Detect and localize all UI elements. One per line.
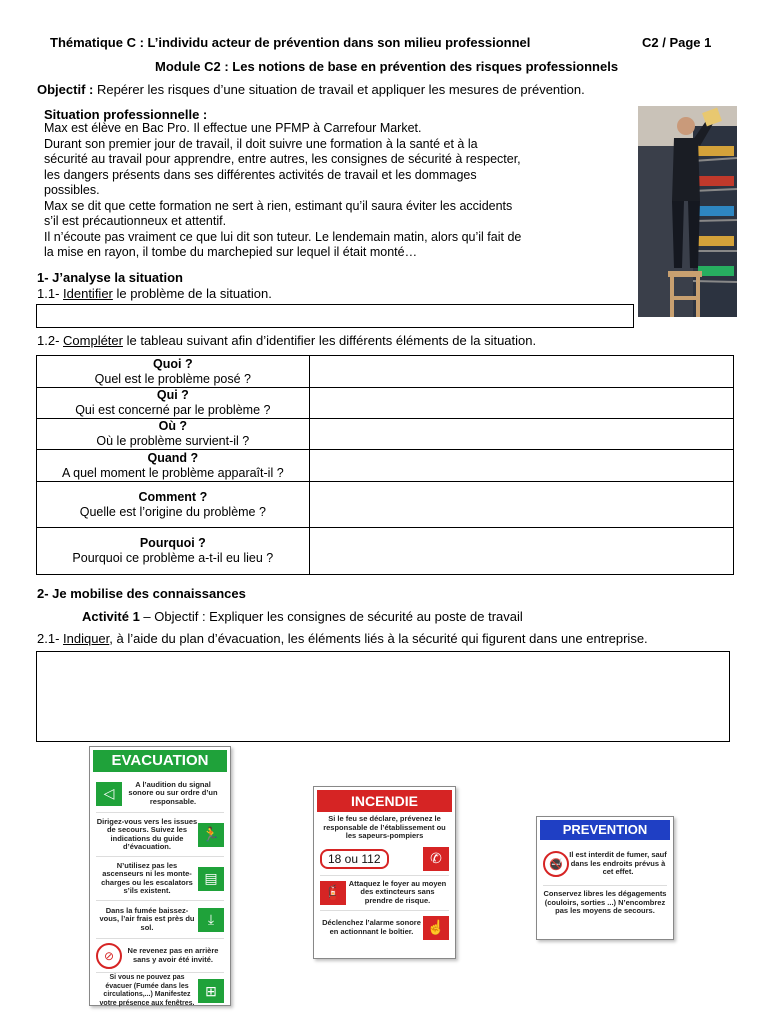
answer-box-1-1[interactable] xyxy=(36,304,634,328)
row-heading: Pourquoi ? xyxy=(139,536,206,550)
poster-row xyxy=(96,901,224,939)
page-number: C2 / Page 1 xyxy=(642,35,712,50)
poster-row-text: Déclenchez l’alarme sonore en actionnant le boîtier. xyxy=(322,918,421,936)
poster-row-text: Il est interdit de fumer, sauf dans les endroits prévus à cet effet. xyxy=(569,850,667,877)
question-verb: Identifier xyxy=(63,286,113,301)
question-verb: Indiquer xyxy=(63,631,110,646)
question-verb: Compléter xyxy=(63,333,123,348)
question-number: 1.2- xyxy=(37,333,64,348)
fire-alarm-icon: ☝ xyxy=(423,916,449,940)
poster-row-text: N’utilisez pas les ascenseurs ni les monte-charges ou les escalators s’ils existent. xyxy=(101,860,193,895)
activity-1-line xyxy=(82,609,523,624)
situation-line: sécurité au travail pour apprendre, entre autres, les consignes de sécurité à respecter, xyxy=(44,152,521,166)
answer-cell-pourquoi[interactable] xyxy=(309,528,733,575)
section1-title: 1- J’analyse la situation xyxy=(37,270,183,285)
question-1-1 xyxy=(37,286,272,301)
objectif-line xyxy=(37,82,585,97)
table-row xyxy=(37,450,734,482)
question-number: 2.1- xyxy=(37,631,64,646)
row-subtext: A quel moment le problème apparaît-il ? xyxy=(62,465,284,480)
row-subtext: Qui est concerné par le problème ? xyxy=(75,403,271,417)
objectif-text: Repérer les risques d’une situation de travail et appliquer les mesures de prévention. xyxy=(93,82,585,97)
question-text: le problème de la situation. xyxy=(112,286,272,301)
table-label-cell xyxy=(37,528,310,575)
fire-extinguisher-icon: 🧯 xyxy=(320,881,346,905)
poster-title: INCENDIE xyxy=(317,790,452,812)
poster-row-text: Dans la fumée baissez-vous, l’air frais est près du sol. xyxy=(99,905,195,932)
question-text: , à l’aide du plan d’évacuation, les éléments liés à la sécurité qui figurent dans une entreprise. xyxy=(109,631,648,646)
no-smoking-icon: 🚭 xyxy=(543,851,569,877)
poster-row xyxy=(96,973,224,1009)
poster-row xyxy=(96,857,224,901)
poster-row xyxy=(96,813,224,857)
objectif-label: Objectif : xyxy=(37,82,94,97)
question-text: le tableau suivant afin d’identifier les différents éléments de la situation. xyxy=(122,333,537,348)
table-label-cell xyxy=(37,388,310,419)
situation-line: s’il est précautionneux et attentif. xyxy=(44,214,227,228)
poster-intro-text: Si le feu se déclare, prévenez le responsable de l’établissement ou les sapeurs-pompiers xyxy=(323,814,446,840)
poster-row xyxy=(543,843,667,886)
activity-text: – Objectif : Expliquer les consignes de sécurité au poste de travail xyxy=(139,609,523,624)
question-number: 1.1- xyxy=(37,286,64,301)
answer-cell-quand[interactable] xyxy=(309,450,733,482)
answer-cell-ou[interactable] xyxy=(309,419,733,450)
situation-line: Durant son premier jour de travail, il doit suivre une formation à la santé et à la xyxy=(44,136,478,151)
crawl-low-smoke-icon: ⤓ xyxy=(198,908,224,932)
situation-line: la mise en rayon, il tombe du marchepied sur lequel il était monté… xyxy=(44,245,418,259)
answer-cell-comment[interactable] xyxy=(309,482,733,528)
poster-row xyxy=(320,843,449,876)
row-heading: Quoi ? xyxy=(153,356,193,371)
supermarket-photo xyxy=(638,106,737,317)
situation-line: possibles. xyxy=(44,183,100,197)
poster-row-text: Si vous ne pouvez pas évacuer (Fumée dans les circulations,...) Manifestez votre présence aux fenêtres. xyxy=(99,974,195,1007)
evacuation-poster xyxy=(89,746,231,1006)
poster-row xyxy=(96,775,224,813)
situation-title: Situation professionnelle : xyxy=(44,107,208,122)
poster-row-text: A l’audition du signal sonore ou sur ordre d’un responsable. xyxy=(128,779,218,806)
row-subtext: Quelle est l’origine du problème ? xyxy=(79,504,266,519)
row-heading: Quand ? xyxy=(147,450,199,465)
no-elevator-icon: ▤ xyxy=(198,867,224,891)
row-heading: Qui ? xyxy=(156,388,189,402)
table-row xyxy=(37,419,734,450)
answer-cell-quoi[interactable] xyxy=(309,356,733,388)
table-row xyxy=(37,482,734,528)
do-not-return-icon: ⊘ xyxy=(96,943,122,969)
activity-label: Activité 1 xyxy=(82,609,140,624)
row-subtext: Pourquoi ce problème a-t-il eu lieu ? xyxy=(72,551,274,565)
thematique-title: Thématique C : L’individu acteur de prévention dans son milieu professionnel xyxy=(50,35,531,50)
module-title: Module C2 : Les notions de base en prévention des risques professionnels xyxy=(155,59,619,74)
poster-title: EVACUATION xyxy=(93,750,227,772)
row-subtext: Où le problème survient-il ? xyxy=(96,434,250,448)
row-subtext: Quel est le problème posé ? xyxy=(94,371,251,386)
table-label-cell xyxy=(37,450,310,482)
phone-icon: ✆ xyxy=(423,847,449,871)
table-label-cell xyxy=(37,356,310,388)
emergency-exit-icon: 🏃 xyxy=(198,823,224,847)
poster-row-text: Conservez libres les dégagements (couloirs, sorties ...) N’encombrez pas les moyens de secours. xyxy=(543,889,667,915)
incendie-poster xyxy=(313,786,456,959)
window-icon: ⊞ xyxy=(198,979,224,1003)
table-label-cell xyxy=(37,482,310,528)
answer-cell-qui[interactable] xyxy=(309,388,733,419)
emergency-number: 18 ou 112 xyxy=(320,849,389,869)
answer-box-2-1[interactable] xyxy=(36,651,730,742)
row-heading: Comment ? xyxy=(138,489,208,504)
prevention-poster xyxy=(536,816,674,940)
situation-line: Max est élève en Bac Pro. Il effectue une PFMP à Carrefour Market. xyxy=(44,121,422,135)
question-2-1 xyxy=(37,631,648,646)
poster-row-text: Attaquez le foyer au moyen des extincteurs sans prendre de risque. xyxy=(348,878,447,905)
section2-title: 2- Je mobilise des connaissances xyxy=(37,586,246,601)
table-row xyxy=(37,356,734,388)
situation-line: Il n’écoute pas vraiment ce que lui dit son tuteur. Le lendemain matin, alors qu’il fait de xyxy=(44,229,522,244)
poster-row xyxy=(320,911,449,945)
table-row xyxy=(37,528,734,575)
qqoqcp-table xyxy=(36,355,734,575)
situation-text xyxy=(44,121,634,261)
poster-row xyxy=(320,876,449,911)
table-label-cell xyxy=(37,419,310,450)
situation-line: Max se dit que cette formation ne sert à rien, estimant qu’il saura éviter les accidents xyxy=(44,198,513,213)
poster-row-text: Ne revenez pas en arrière sans y avoir été invité. xyxy=(127,946,219,964)
row-heading: Où ? xyxy=(158,419,188,433)
poster-title: PREVENTION xyxy=(540,820,670,840)
question-1-2 xyxy=(37,333,536,348)
table-row xyxy=(37,388,734,419)
situation-line: les dangers présents dans ses différentes activités de travail et les dommages xyxy=(44,167,477,182)
alarm-speaker-icon: ◁ xyxy=(96,782,122,806)
poster-row xyxy=(96,939,224,973)
poster-row-text: Dirigez-vous vers les issues de secours. Suivez les indications du guide d’évacuation. xyxy=(96,816,198,851)
